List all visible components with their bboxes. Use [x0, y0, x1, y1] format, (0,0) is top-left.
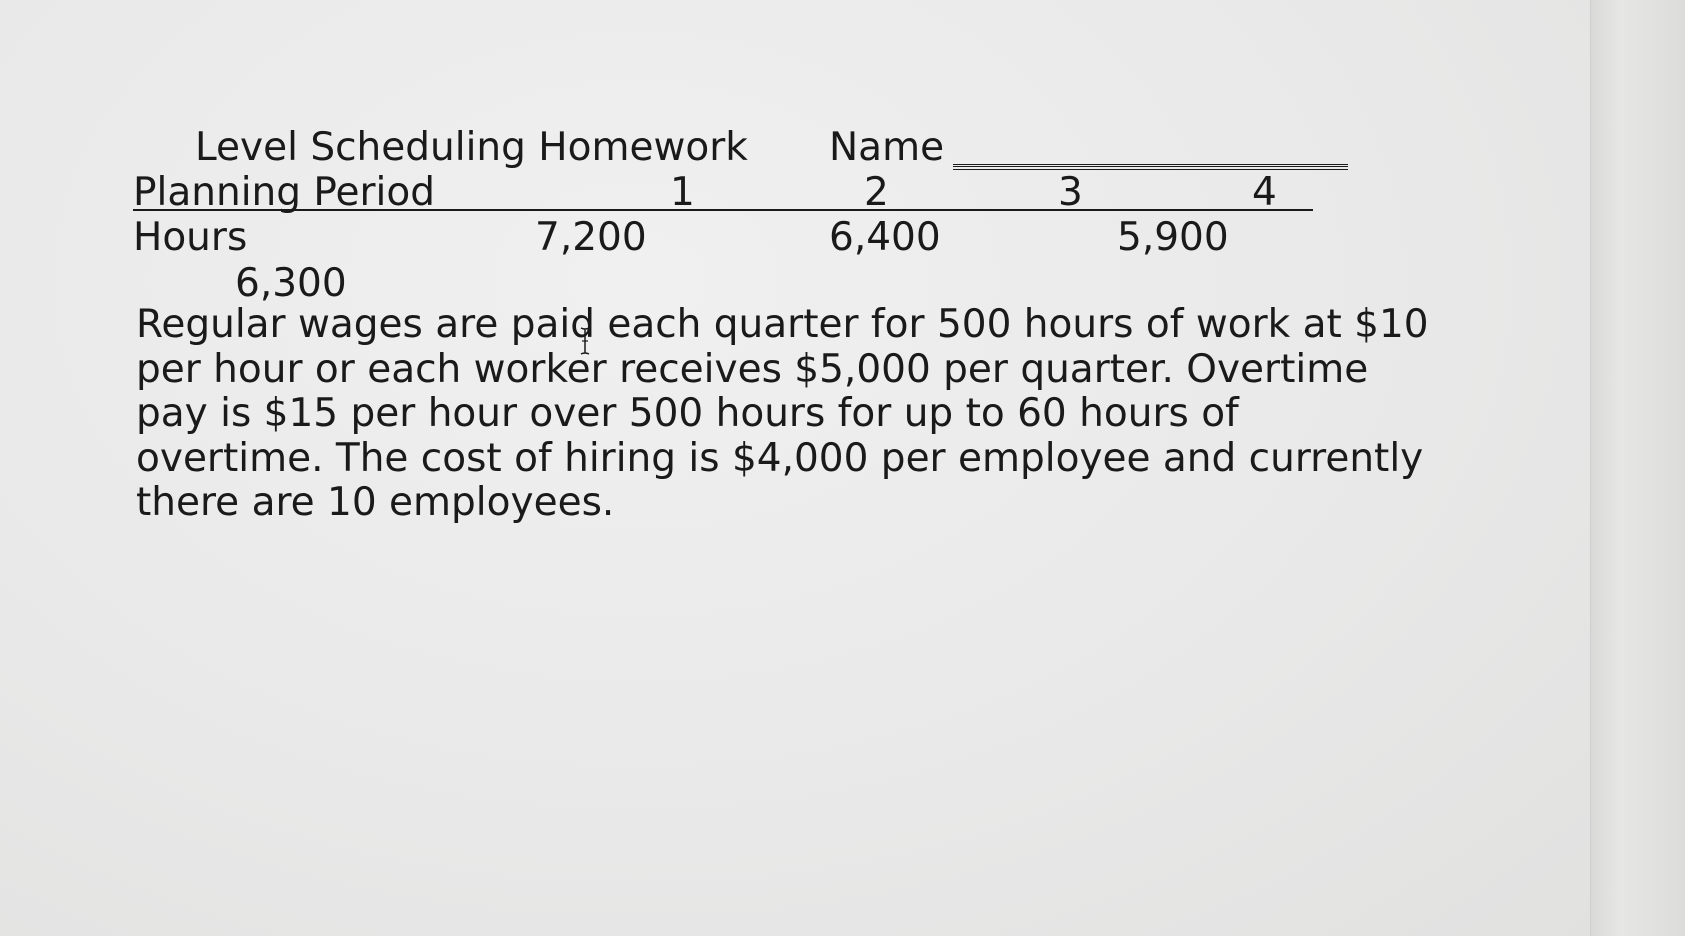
- period-4-header: 4: [1252, 170, 1277, 215]
- period-3-header: 3: [1058, 170, 1083, 215]
- table-header-rule: [133, 209, 1313, 211]
- name-label: Name: [829, 125, 945, 170]
- hours-period-4: 6,300: [235, 261, 347, 306]
- period-2-header: 2: [864, 170, 889, 215]
- problem-description: Regular wages are paid each quarter for 500 hours of work at $10 per hour or each worker receives $5,000 per quarter. Overtime pay is $15 per hour over 500 hours for up to 60 hours of overtime. The cost of hiring is $4,000 per employee and currently there are 10 employees.: [136, 302, 1429, 525]
- planning-period-label: Planning Period: [133, 170, 436, 215]
- hours-period-3: 5,900: [1117, 215, 1229, 260]
- document-title: Level Scheduling Homework: [195, 125, 748, 170]
- period-1-header: 1: [670, 170, 695, 215]
- hours-period-2: 6,400: [829, 215, 941, 260]
- hours-period-1: 7,200: [535, 215, 647, 260]
- text-cursor-icon: [579, 326, 591, 356]
- hours-row-label: Hours: [133, 215, 248, 260]
- name-blank-line: [953, 164, 1348, 170]
- monitor-bezel: [1590, 0, 1685, 936]
